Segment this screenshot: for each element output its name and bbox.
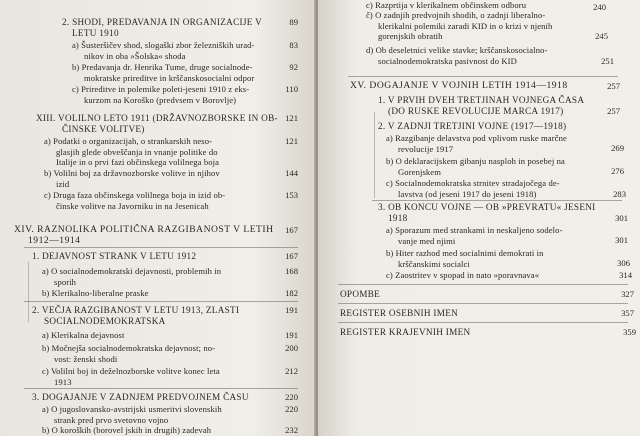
toc-entry: c) Razprtija v klerikalnem občinskem odboru xyxy=(366,0,527,10)
divider xyxy=(348,76,618,77)
toc-entry: REGISTER KRAJEVNIH IMEN xyxy=(340,327,471,337)
page-number: 212 xyxy=(285,366,298,376)
divider xyxy=(338,303,628,304)
page-number: 220 xyxy=(285,392,298,402)
page-number: 327 xyxy=(621,289,634,299)
toc-entry: b) Predavanja dr. Henrika Tume, druge socialnode- mokratske prireditve in krščanskosocialni odpor xyxy=(72,62,255,83)
page-number: 182 xyxy=(285,288,298,298)
toc-entry: a) Klerikalna dejavnost xyxy=(42,330,125,340)
toc-entry: a) O socialnodemokratski dejavnosti, problemih in sporih xyxy=(42,266,222,287)
page-number: 191 xyxy=(285,305,298,315)
page-number: 245 xyxy=(595,31,608,41)
left-page xyxy=(0,0,316,436)
divider xyxy=(372,200,622,201)
page-number: 269 xyxy=(611,143,624,153)
page-number: 301 xyxy=(615,235,628,245)
page-number: 191 xyxy=(285,330,298,340)
divider xyxy=(24,301,298,302)
page-number: 144 xyxy=(285,168,298,178)
toc-entry: c) Prireditve in polemike poleti-jeseni 1910 z eks- kurzom na Koroško (predvsem v Borovlje) xyxy=(72,84,250,105)
page-number: 110 xyxy=(285,84,298,94)
page-number: 251 xyxy=(601,56,614,66)
divider xyxy=(24,247,298,248)
toc-entry: b) Klerikalno-liberalne praske xyxy=(42,288,149,298)
toc-entry: b) Hiter razhod med socialnimi demokrati in krščanskimi socialci xyxy=(386,248,544,269)
page-number: 306 xyxy=(617,258,630,268)
bracket-line xyxy=(374,112,375,198)
page-number: 357 xyxy=(621,308,634,318)
page-number: 276 xyxy=(611,166,624,176)
page-number: 167 xyxy=(285,251,298,261)
toc-entry: c) Volilni boj in deželnozborske volitve konec leta 1913 xyxy=(42,366,220,387)
toc-entry: a) Sporazum med strankami in neskaljeno sodelo- vanje med njimi xyxy=(386,225,563,246)
section-heading: 3. OB KONCU VOJNE — OB »PREVRATU« JESENI 1918 xyxy=(378,202,596,223)
page-number: 153 xyxy=(285,190,298,200)
page-number: 257 xyxy=(607,106,620,116)
toc-entry: 2. SHODI, PREDAVANJA IN ORGANIZACIJE V LETU 1910 xyxy=(62,17,263,38)
page-number: 92 xyxy=(289,62,298,72)
section-heading: 2. VEČJA RAZGIBANOST V LETU 1913, ZLASTI SOCIALNODEMOKRATSKA xyxy=(32,305,240,326)
page-number: 232 xyxy=(285,425,298,435)
toc-entry: b) O koroških (borovel jskih in drugih) zadevah xyxy=(42,425,212,435)
right-page xyxy=(318,0,640,436)
page-number: 168 xyxy=(285,266,298,276)
page-number: 220 xyxy=(285,404,298,414)
toc-entry: a) Razgibanje delavstva pod vplivom ruske marčne revolucije 1917 xyxy=(386,133,567,154)
page-number: 121 xyxy=(285,113,298,123)
page-number: 283 xyxy=(613,189,626,199)
page-number: 167 xyxy=(285,225,298,235)
toc-entry: REGISTER OSEBNIH IMEN xyxy=(340,308,459,318)
section-heading: 2. V ZADNJI TRETJINI VOJNE (1917—1918) xyxy=(378,121,567,131)
page-number: 83 xyxy=(289,40,298,50)
page-number: 240 xyxy=(593,2,606,12)
section-heading: 1. DEJAVNOST STRANK V LETU 1912 xyxy=(32,251,197,261)
page-number: 257 xyxy=(607,81,620,91)
toc-entry: c) Druga faza občinskega volilnega boja in izid ob- činske volitve na Javorniku in na Jesenicah xyxy=(44,190,226,211)
toc-entry: b) Volilni boj za državnozborske volitve in njihov izid xyxy=(44,168,220,189)
toc-entry: a) Šusteršičev shod, slogaški zbor železniških urad- nikov in oba »Šolska« shoda xyxy=(72,40,255,61)
toc-entry: a) Podatki o organizacijah, o strankarskih neso- glasjih glede obveščanja in vnanje politike do Italije in o prvi fazi občinskega volilnega boja xyxy=(44,136,220,167)
toc-entry: č) O zadnjih predvojnih shodih, o zadnji liberalno- klerikalni polemiki zaradi KID in o krizi v njenih gorenjskih obratih xyxy=(366,10,553,41)
section-heading: 1. V PRVIH DVEH TRETJINAH VOJNEGA ČASA (DO RUSKE REVOLUCIJE MARCA 1917) xyxy=(378,95,585,116)
page-number: 301 xyxy=(615,213,628,223)
page-number: 121 xyxy=(285,136,298,146)
page-number: 314 xyxy=(619,270,632,280)
chapter-heading: XV. DOGAJANJE V VOJNIH LETIH 1914—1918 xyxy=(350,80,568,91)
section-heading: 3. DOGAJANJE V ZADNJEM PREDVOJNEM ČASU xyxy=(32,392,249,402)
toc-entry: OPOMBE xyxy=(340,289,381,299)
divider xyxy=(338,284,628,285)
toc-entry: c) Zaostritev v spopad in nato »poravnava« xyxy=(386,270,540,280)
page-number: 359 xyxy=(623,327,636,337)
toc-entry: b) Močnejša socialnodemokratska dejavnost; no- vost: ženski shodi xyxy=(42,343,216,364)
bracket-line xyxy=(28,262,29,322)
chapter-heading: XIV. RAZNOLIKA POLITIČNA RAZGIBANOST V LETIH 1912—1914 xyxy=(14,224,274,246)
chapter-heading: XIII. VOLILNO LETO 1911 (DRŽAVNOZBORSKE IN OB- ČINSKE VOLITVE) xyxy=(36,113,278,134)
toc-entry: d) Ob deseletnici velike stavke; krščanskosocialno- socialnodemokratska pasivnost do KID xyxy=(366,45,548,66)
toc-entry: b) O deklaracijskem gibanju nasploh in posebej na Gorenjskem xyxy=(386,156,565,177)
toc-entry: a) O jugoslovansko-avstrijski usmeritvi slovenskih strank pred prvo svetovno vojno xyxy=(42,404,222,425)
divider xyxy=(338,322,628,323)
page-number: 89 xyxy=(289,17,298,27)
page-number: 200 xyxy=(285,343,298,353)
toc-entry: c) Socialnodemokratska strnitev stradajočega de- lavstva (od jeseni 1917 do jeseni 1918) xyxy=(386,178,560,199)
divider xyxy=(24,388,298,389)
